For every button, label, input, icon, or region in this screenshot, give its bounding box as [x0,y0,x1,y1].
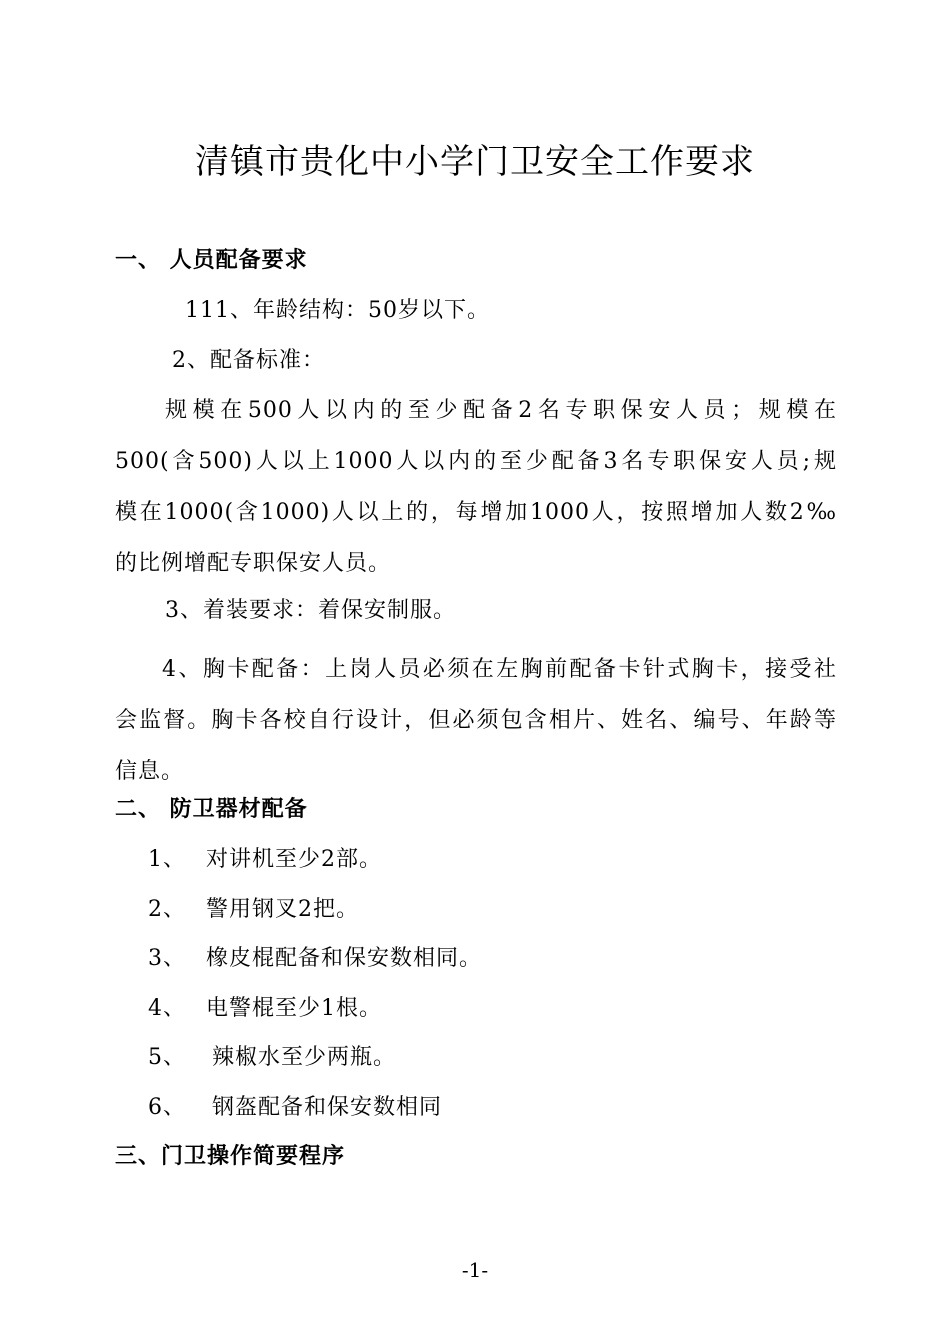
equipment-item-number: 3、 [148,946,186,971]
document-title: 清镇市贵化中小学门卫安全工作要求 [195,142,755,182]
staffing-standard-line-1: 规模在500人以内的至少配备2名专职保安人员；规模在 [165,398,837,423]
equipment-item-text: 对讲机至少2部。 [206,847,382,872]
equipment-item-text: 电警棍至少1根。 [206,996,382,1021]
equipment-item-number: 1、 [148,847,186,872]
equipment-item-number: 2、 [148,897,186,922]
equipment-item [148,944,482,974]
equipment-item [148,1043,396,1073]
equipment-item-text: 警用钢叉2把。 [206,897,359,922]
equipment-item [148,845,382,875]
section-1-heading: 一、 人员配备要求 [115,248,308,273]
equipment-item-number: 5、 [148,1045,186,1070]
page-number: -1- [461,1258,489,1282]
section-2-heading: 二、 防卫器材配备 [115,797,308,822]
equipment-item [148,1093,442,1123]
section-1-item-3: 3、着装要求：着保安制服。 [165,598,456,623]
badge-requirement-line-3: 信息。 [115,759,185,784]
equipment-item [148,994,382,1024]
section-3-heading: 三、门卫操作简要程序 [115,1144,346,1169]
badge-requirement-line-2: 会监督。胸卡各校自行设计，但必须包含相片、姓名、编号、年龄等 [115,708,837,733]
equipment-item-text: 钢盔配备和保安数相同 [212,1095,443,1120]
equipment-item-number: 6、 [148,1095,186,1120]
badge-requirement-line-1: 4、胸卡配备：上岗人员必须在左胸前配备卡针式胸卡，接受社 [162,657,837,682]
staffing-standard-line-3: 模在1000(含1000)人以上的，每增加1000人，按照增加人数2‰ [115,500,837,525]
section-1-item-2: 2、配备标准： [172,348,325,373]
staffing-standard-line-4: 的比例增配专职保安人员。 [115,551,392,576]
equipment-item-text: 辣椒水至少两瓶。 [212,1045,397,1070]
equipment-item-text: 橡皮棍配备和保安数相同。 [206,946,483,971]
section-1-item-1: 111、年龄结构：50岁以下。 [185,298,490,323]
equipment-item [148,895,359,925]
staffing-standard-line-2: 500(含500)人以上1000人以内的至少配备3名专职保安人员;规 [115,449,837,474]
equipment-item-number: 4、 [148,996,186,1021]
